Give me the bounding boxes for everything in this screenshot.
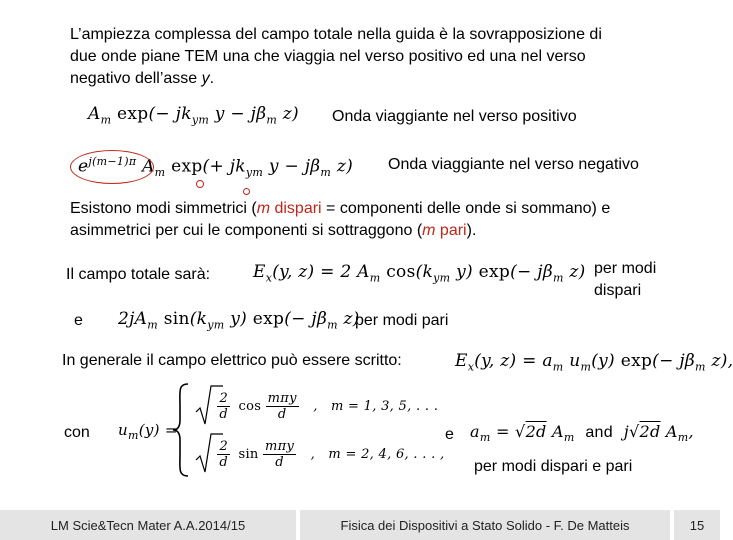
intro-line-1: L’ampiezza complessa del campo totale nella guida è la sovrapposizione di — [70, 26, 602, 43]
negative-wave-label: Onda viaggiante nel verso negativo — [388, 156, 639, 173]
odd-modes-label-2: dispari — [594, 282, 642, 299]
case-even: $\frac{2}{d}$ sin $\frac{\text{mπy}}{d}$ , m = 2, 4, 6, . . . , — [195, 432, 444, 476]
negative-wave-formula: $e^{j(m-1)\pi}$ $A_m$ $\exp(+ jk_{ym}$ $y - j\beta_m$ z) — [78, 155, 354, 180]
left-brace — [170, 382, 192, 478]
um-lhs: $u_m(y)$ = — [118, 421, 178, 442]
even-modes-label: per modi pari — [355, 312, 449, 329]
modes-line-2: asimmetrici per cui le componenti si sottraggono (m pari). — [70, 222, 477, 239]
annotation-dot — [196, 180, 204, 188]
odd-modes-label-1: per modi — [594, 260, 657, 277]
case-odd: $\frac{2}{d}$ cos $\frac{\text{mπy}}{d}$ , m = 1, 3, 5, . . . — [195, 384, 438, 428]
footer-page-number: 15 — [674, 510, 720, 540]
am-e-label: e — [445, 426, 454, 443]
total-field-odd-formula: $E_x(y$, z) = 2 $A_m$ $\cos(k_{ym}$ y) $\exp(- j\beta_m$ z) — [253, 262, 586, 285]
positive-wave-formula: $A_m$ $\exp(- jk_{ym}$ $y - j\beta_m$ z) — [88, 104, 299, 127]
phase-highlight-ring — [70, 150, 154, 184]
final-label: per modi dispari e pari — [474, 458, 633, 475]
positive-wave-label: Onda viaggiante nel verso positivo — [332, 108, 577, 125]
footer-course: LM Scie&Tecn Mater A.A.2014/15 — [0, 510, 296, 540]
con-label: con — [64, 424, 90, 441]
total-field-even-formula: $2jA_m$ $\sin(k_{ym}$ y) $\exp(- j\beta_m$ z) — [118, 309, 360, 332]
am-formula: $a_m = √2d$ $A_m$ and j√2d $A_m$, — [470, 422, 694, 445]
footer-title: Fisica dei Dispositivi a Stato Solido - F. De Matteis — [300, 510, 670, 540]
intro-line-3: negativo dell’asse y. — [70, 70, 215, 87]
slide-footer — [0, 510, 720, 540]
total-field-label: Il campo totale sarà: — [66, 266, 211, 283]
annotation-dot — [243, 188, 250, 195]
modes-line-1: Esistono modi simmetrici (m dispari = componenti delle onde si sommano) e — [70, 200, 611, 217]
intro-line-2: due onde piane TEM una che viaggia nel verso positivo ed una nel verso — [70, 48, 586, 65]
even-e-label: e — [74, 312, 83, 329]
general-formula: $E_x(y$, $z) = a_m$ $u_m(y)$ $\exp(- j\beta_m$ z), — [455, 351, 733, 374]
general-label: In generale il campo elettrico può essere scritto: — [62, 352, 402, 369]
